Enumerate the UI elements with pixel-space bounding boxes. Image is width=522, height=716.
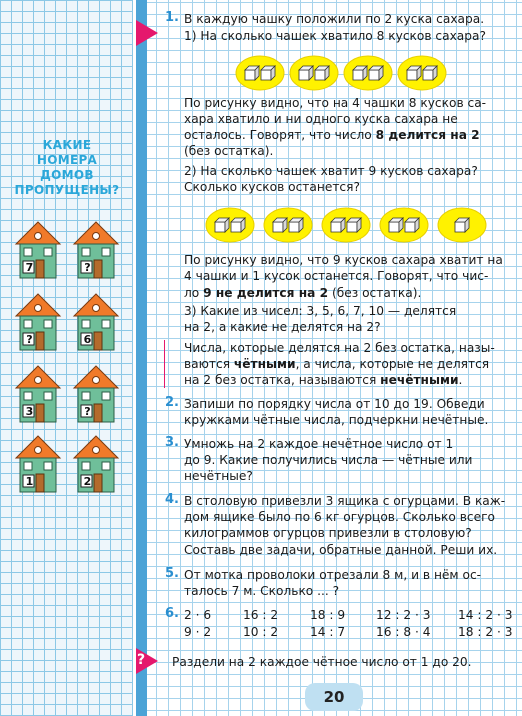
house-number: ?	[84, 261, 91, 274]
expression: 2 · 6	[184, 608, 212, 622]
house-icon	[72, 434, 120, 494]
rule-text: Числа, которые делятся на 2 без остатка, назы-	[184, 341, 495, 355]
task-4-line: В столовую привезли 3 ящика с огурцами. В каж-	[184, 494, 506, 508]
task-3-number: 3.	[165, 435, 179, 450]
task-1-line: В каждую чашку положили по 2 куска сахара.	[184, 12, 485, 26]
expression: 18 : 2 · 3	[458, 625, 513, 639]
sugar-cups-image-2	[202, 205, 492, 245]
house-number: 6	[83, 333, 92, 346]
house-number: 7	[25, 261, 34, 274]
task-3-line: до 9. Какие получились числа — чётные или	[184, 453, 473, 467]
rule-text: на 2 без остатка, называются нечётными.	[184, 373, 463, 387]
house-icon	[14, 220, 62, 280]
task-1-text: на 2, а какие не делятся на 2?	[184, 320, 381, 334]
house-icon	[72, 292, 120, 352]
task-1-text: 2) На сколько чашек хватит 9 кусков сахара?	[184, 164, 478, 178]
expression: 10 : 2	[243, 625, 279, 639]
task-1-text: ло 9 не делится на 2 (без остатка).	[184, 286, 422, 300]
task-1-line: 1) На сколько чашек хватило 8 кусков сахара?	[184, 29, 486, 43]
house-icon	[14, 434, 62, 494]
task-5-number: 5.	[165, 566, 179, 581]
task-1-text: (без остатка).	[184, 144, 274, 158]
bold-term: 9 не делится на 2	[203, 286, 329, 300]
task-1-text: осталось. Говорят, что число 8 делится на 2	[184, 128, 480, 142]
task-2-number: 2.	[165, 395, 179, 410]
task-1-text: хара хватило и ни одного куска сахара не	[184, 112, 458, 126]
house-icon	[72, 364, 120, 424]
house-number: ?	[26, 333, 33, 346]
task-1-text: Сколько кусков останется?	[184, 180, 360, 194]
expression: 9 · 2	[184, 625, 212, 639]
house-number: ?	[84, 405, 91, 418]
house-icon	[72, 220, 120, 280]
sidebar-grid	[0, 0, 133, 716]
task-1-text: По рисунку видно, что 9 кусков сахара хватит на	[184, 253, 503, 267]
bold-term: чётными	[233, 357, 296, 371]
house-number: 2	[83, 475, 92, 488]
task-marker-arrow	[136, 20, 158, 46]
house-number: 3	[25, 405, 34, 418]
bonus-task-text: Раздели на 2 каждое чётное число от 1 до 20.	[172, 655, 472, 669]
task-5-line: талось 7 м. Сколько ... ?	[184, 584, 340, 598]
task-4-line: Составь две задачи, обратные данной. Реши их.	[184, 543, 498, 557]
sidebar-title: КАКИЕ НОМЕРА ДОМОВ ПРОПУЩЕНЫ?	[14, 138, 120, 197]
house-number: 1	[25, 475, 34, 488]
task-2-line: Запиши по порядку числа от 10 до 19. Обведи	[184, 397, 485, 411]
bonus-question-icon: ?	[137, 652, 146, 668]
expression: 16 : 2	[243, 608, 279, 622]
task-3-line: Умножь на 2 каждое нечётное число от 1	[184, 437, 454, 451]
task-4-number: 4.	[165, 492, 179, 507]
task-1-text: 4 чашки и 1 кусок останется. Говорят, что чис-	[184, 269, 489, 283]
task-1-number: 1.	[165, 10, 179, 25]
expression: 16 : 8 · 4	[376, 625, 431, 639]
sugar-cups-image-1	[232, 53, 452, 93]
rule-text: ваются чётными, а числа, которые не делятся	[184, 357, 490, 371]
bold-term: нечётными	[380, 373, 459, 387]
task-1-text: 3) Какие из чисел: 3, 5, 6, 7, 10 — делятся	[184, 304, 457, 318]
house-icon	[14, 364, 62, 424]
expression: 18 : 9	[310, 608, 346, 622]
blue-ribbon	[136, 0, 147, 716]
rule-line	[164, 340, 165, 388]
expression: 12 : 2 · 3	[376, 608, 431, 622]
task-2-line: кружками чётные числа, подчеркни нечётные.	[184, 413, 489, 427]
page-number: 20	[305, 683, 363, 711]
task-4-line: дом ящике было по 6 кг огурцов. Сколько всего	[184, 510, 495, 524]
task-3-line: нечётные?	[184, 469, 253, 483]
house-icon	[14, 292, 62, 352]
task-1-text: По рисунку видно, что на 4 чашки 8 кусков са-	[184, 96, 487, 110]
task-4-line: килограммов огурцов привезли в столовую?	[184, 526, 472, 540]
expression: 14 : 7	[310, 625, 346, 639]
task-6-number: 6.	[165, 606, 179, 621]
task-5-line: От мотка проволоки отрезали 8 м, и в нём ос-	[184, 568, 482, 582]
expression: 14 : 2 · 3	[458, 608, 513, 622]
bold-term: 8 делится на 2	[375, 128, 480, 142]
